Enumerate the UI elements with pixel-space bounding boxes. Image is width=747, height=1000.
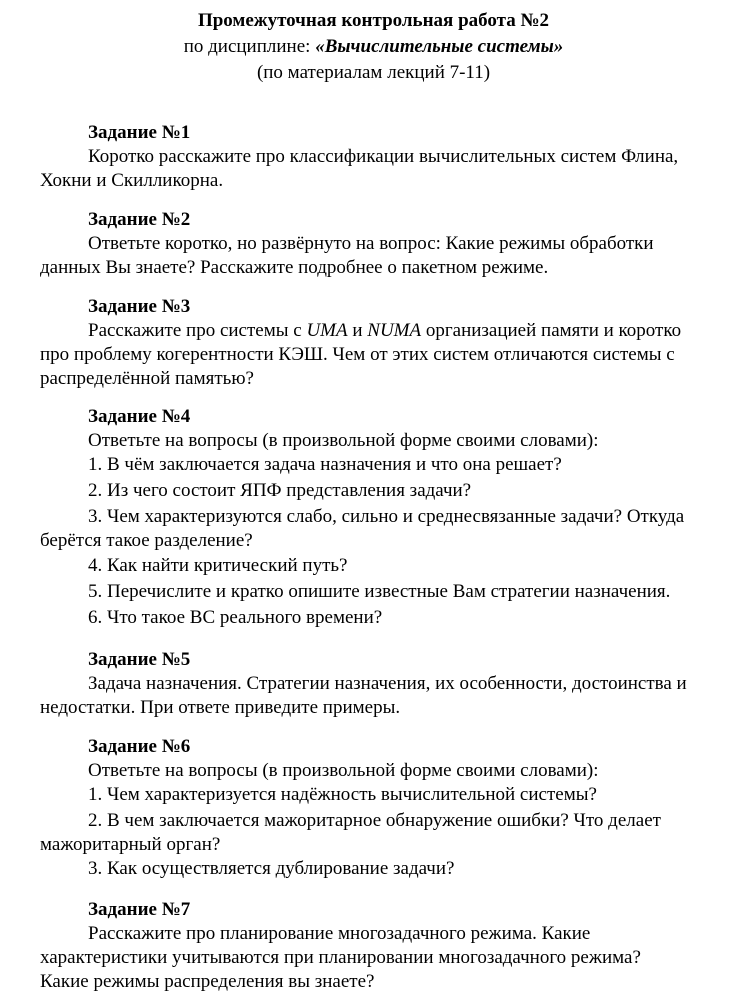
task-6-text: Ответьте на вопросы (в произвольной форме своими словами): xyxy=(88,760,599,781)
task-6-title: Задание №6 xyxy=(88,736,191,757)
task-2-title: Задание №2 xyxy=(88,209,191,230)
task-7-title: Задание №7 xyxy=(88,899,191,920)
document-subtitle xyxy=(0,35,747,59)
task-3-text-b: организацией памяти и коротко про проблему когерентности КЭШ. Чем от этих систем отличаются системы с распределённой памятью? xyxy=(40,320,682,389)
numa-term: NUMA xyxy=(367,320,422,341)
task-3-and: и xyxy=(347,320,368,341)
task-2-text: Ответьте коротко, но развёрнуто на вопрос: Какие режимы обработки данных Вы знаете? Расскажите подробнее о пакетном режиме. xyxy=(40,233,654,278)
task-3-text-a: Расскажите про системы с xyxy=(88,320,307,341)
task-4-text: Ответьте на вопросы (в произвольной форме своими словами): xyxy=(88,430,599,451)
document-title: Промежуточная контрольная работа №2 xyxy=(197,10,550,31)
task-6-item: 3. Как осуществляется дублирование задачи? xyxy=(88,858,455,879)
task-3-title: Задание №3 xyxy=(88,296,191,317)
task-1-title: Задание №1 xyxy=(88,122,191,143)
task-4-item: 3. Чем характеризуются слабо, сильно и среднесвязанные задачи? Откуда берётся такое разделение? xyxy=(40,506,685,551)
task-6-item: 1. Чем характеризуется надёжность вычислительной системы? xyxy=(88,784,597,805)
task-7-text: Расскажите про планирование многозадачного режима. Какие характеристики учитываются при планировании многозадачного режима? Какие режимы распределения вы знаете? xyxy=(40,923,641,992)
task-1-text: Коротко расскажите про классификации вычислительных систем Флина, Хокни и Скилликорна. xyxy=(40,146,679,191)
subject-name: «Вычислительные системы» xyxy=(315,36,564,57)
task-4-title: Задание №4 xyxy=(88,406,191,427)
task-4-item: 4. Как найти критический путь? xyxy=(88,555,348,576)
task-5-text: Задача назначения. Стратегии назначения, их особенности, достоинства и недостатки. При ответе приведите примеры. xyxy=(40,673,687,718)
task-5-title: Задание №5 xyxy=(88,649,191,670)
document-note: (по материалам лекций 7-11) xyxy=(256,62,491,83)
uma-term: UMA xyxy=(306,320,348,341)
subtitle-prefix: по дисциплине: xyxy=(183,36,316,57)
task-4-item: 1. В чём заключается задача назначения и что она решает? xyxy=(88,454,562,475)
task-6-item: 2. В чем заключается мажоритарное обнаружение ошибки? Что делает мажоритарный орган? xyxy=(40,810,661,855)
task-4-item: 5. Перечислите и кратко опишите известные Вам стратегии назначения. xyxy=(88,581,671,602)
task-4-item: 6. Что такое ВС реального времени? xyxy=(88,607,383,628)
task-3-text xyxy=(40,319,694,391)
task-4-item: 2. Из чего состоит ЯПФ представления задачи? xyxy=(88,480,472,501)
